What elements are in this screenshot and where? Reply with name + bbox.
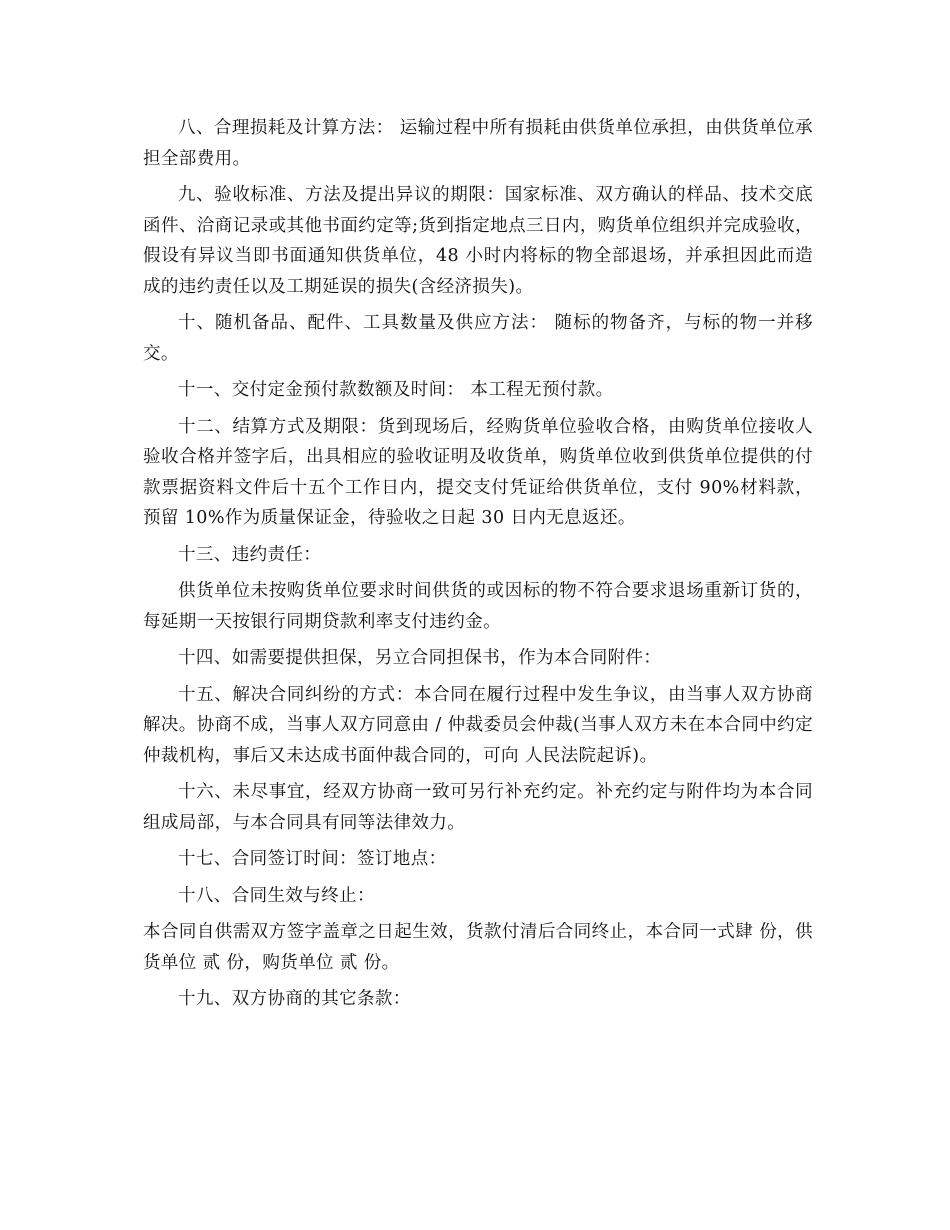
clause-10: 十、随机备品、配件、工具数量及供应方法： 随标的物备齐，与标的物一并移交。 (143, 313, 813, 364)
clause-14: 十四、如需要提供担保，另立合同担保书，作为本合同附件： (178, 648, 662, 668)
clause-9: 九、验收标准、方法及提出异议的期限：国家标准、双方确认的样品、技术交底函件、洽商记录或其他书面约定等;货到指定地点三日内，购货单位组织并完成验收，假设有异议当即书面通知供货单位，48 小时内将标的物全部退场，并承担因此而造成的违约责任以及工期延误的损失(含经济损失)。 (143, 185, 813, 297)
clause-11: 十一、交付定金预付款数额及时间： 本工程无预付款。 (178, 380, 614, 400)
document-body (143, 113, 813, 1021)
clause-13-body: 供货单位未按购货单位要求时间供货的或因标的物不符合要求退场重新订货的，每延期一天按银行同期贷款利率支付违约金。 (143, 581, 813, 632)
clause-18-heading: 十八、合同生效与终止： (178, 885, 375, 906)
clause-16: 十六、未尽事宜，经双方协商一致可另行补充约定。补充约定与附件均为本合同组成局部，与本合同具有同等法律效力。 (143, 782, 813, 833)
clause-12: 十二、结算方式及期限：货到现场后，经购货单位验收合格，由购货单位接收人验收合格并签字后，出具相应的验收证明及收货单，购货单位收到供货单位提供的付款票据资料文件后十五个工作日内，提交支付凭证给供货单位，支付 90%材料款，预留 10%作为质量保证金，待验收之日起 30 日内无息返还。 (143, 416, 813, 528)
clause-8: 八、合理损耗及计算方法： 运输过程中所有损耗由供货单位承担，由供货单位承担全部费用。 (143, 118, 813, 169)
clause-18-body: 本合同自供需双方签字盖章之日起生效，货款付清后合同终止，本合同一式肆 份，供货单位 贰 份，购货单位 贰 份。 (143, 922, 813, 973)
clause-13-heading: 十三、违约责任： (178, 544, 322, 565)
clause-15: 十五、解决合同纠纷的方式：本合同在履行过程中发生争议，由当事人双方协商解决。协商不成，当事人双方同意由 / 仲裁委员会仲裁(当事人双方未在本合同中约定仲裁机构，事后又未达成书面仲裁合同的，可向 人民法院起诉)。 (143, 684, 813, 766)
clause-19: 十九、双方协商的其它条款： (178, 989, 411, 1009)
clause-17: 十七、合同签订时间：签订地点： (178, 849, 447, 869)
